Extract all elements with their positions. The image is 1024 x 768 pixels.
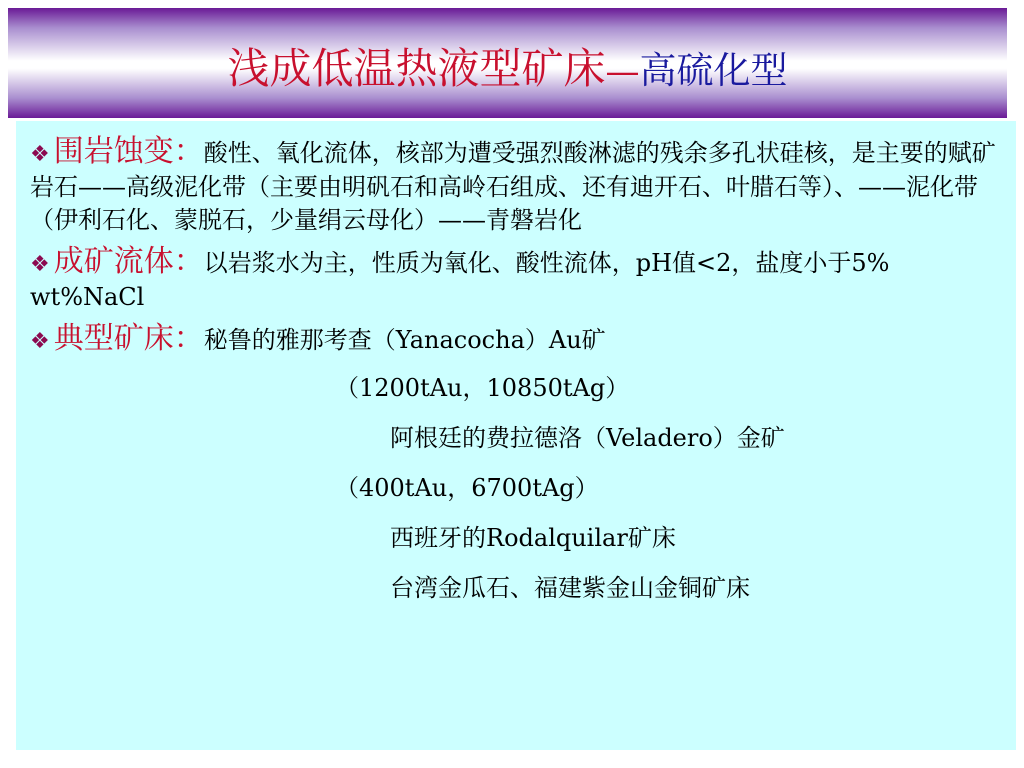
diamond-bullet-icon: ❖ [30, 329, 50, 354]
page-title [8, 36, 1007, 96]
section-text: 以岩浆水为主，性质为氧化、酸性流体，pH值<2，盐度小于5% wt%NaCl [30, 249, 890, 311]
section-text: 酸性、氧化流体，核部为遭受强烈酸淋滤的残余多孔状硅核，是主要的赋矿岩石——高级泥化带（主要由明矾石和高岭石组成、还有迪开石、叶腊石等）、——泥化带（伊利石化、蒙脱石，少量绢云母化）——青磐岩化 [30, 139, 996, 234]
deposit-line: （1200tAu，10850tAg） [335, 374, 630, 402]
content-panel [16, 121, 1016, 750]
diamond-bullet-icon: ❖ [30, 142, 50, 167]
title-banner [8, 8, 1007, 118]
deposit-line: 台湾金瓜石、福建紫金山金铜矿床 [390, 574, 750, 602]
deposit-line: 西班牙的Rodalquilar矿床 [390, 524, 676, 552]
title-subtype: 高硫化型 [639, 49, 788, 92]
title-dash: — [605, 52, 640, 92]
section-label: 典型矿床： [53, 321, 204, 356]
section-label: 成矿流体： [53, 244, 204, 279]
deposit-line: （400tAu，6700tAg） [335, 474, 599, 502]
section-typical-deposits [30, 322, 1010, 358]
deposit-line: 阿根廷的费拉德洛（Veladero）金矿 [390, 424, 785, 452]
section-label: 围岩蚀变： [53, 134, 204, 169]
section-text: 秘鲁的雅那考查（Yanacocha）Au矿 [203, 326, 606, 354]
section-alteration [30, 135, 1010, 237]
section-fluid [30, 245, 1010, 314]
diamond-bullet-icon: ❖ [30, 252, 50, 277]
title-main: 浅成低温热液型矿床 [227, 44, 606, 93]
